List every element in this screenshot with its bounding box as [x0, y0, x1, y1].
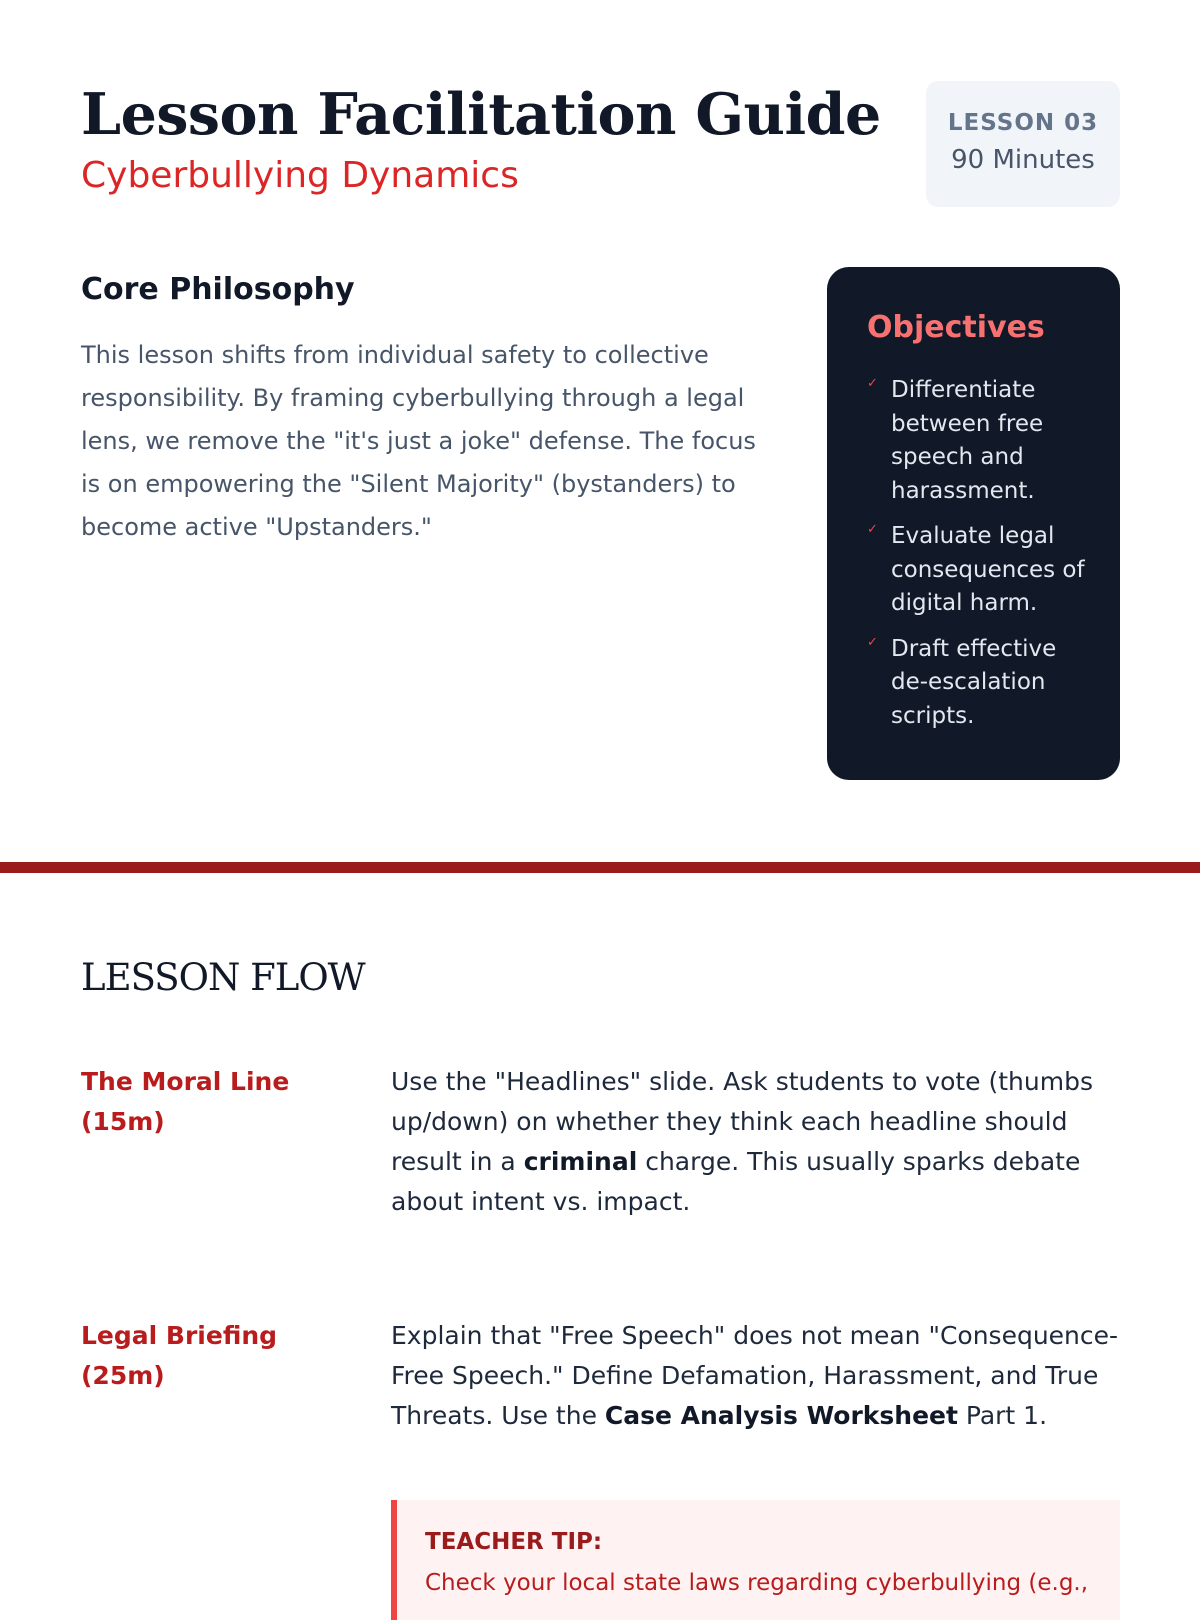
objective-item	[867, 633, 1090, 734]
check-icon: ✓	[867, 522, 878, 537]
objective-text: Differentiate between free speech and harassment.	[891, 377, 1044, 504]
objectives-list	[867, 374, 1090, 733]
core-philosophy-heading: Core Philosophy	[81, 272, 355, 307]
page-header	[81, 81, 881, 196]
page-title: Lesson Facilitation Guide	[81, 81, 881, 148]
flow-step-label: Legal Briefing (25m)	[81, 1321, 278, 1390]
objective-item	[867, 520, 1090, 621]
objectives-heading: Objectives	[867, 310, 1045, 345]
flow-step-label: The Moral Line (15m)	[81, 1067, 290, 1136]
flow-step-description: Use the "Headlines" slide. Ask students to vote (thumbs up/down) on whether they think each headline should result in a criminal charge. This usually sparks debate about intent vs. impact.	[391, 1067, 1093, 1216]
section-divider	[0, 862, 1200, 873]
core-philosophy-text: This lesson shifts from individual safety to collective responsibility. By framing cyberbullying through a legal lens, we remove the "it's just a joke" defense. The focus is on empowering the "Silent Majority" (bystanders) to become active "Upstanders."	[81, 341, 756, 541]
teacher-tip-text: Check your local state laws regarding cyberbullying (e.g.,	[425, 1570, 1089, 1596]
teacher-tip-callout	[391, 1500, 1120, 1620]
check-icon: ✓	[867, 634, 878, 650]
objective-text: Draft effective de-escalation scripts.	[891, 635, 1057, 729]
core-philosophy-section	[81, 270, 761, 549]
lesson-duration: 90 Minutes	[951, 145, 1095, 175]
teacher-tip-title: TEACHER TIP:	[425, 1529, 603, 1555]
check-icon: ✓	[867, 376, 878, 391]
flow-step-description: Explain that "Free Speech" does not mean "Consequence-Free Speech." Define Defamation, Harassment, and True Threats. Use the Case Analysis Worksheet Part 1.	[391, 1321, 1119, 1430]
objective-text: Evaluate legal consequences of digital harm.	[891, 523, 1085, 616]
objective-item	[867, 374, 1090, 508]
lesson-info-badge	[926, 81, 1120, 207]
page-subtitle: Cyberbullying Dynamics	[81, 155, 519, 196]
lesson-flow-heading: LESSON FLOW	[81, 956, 365, 999]
objectives-panel	[827, 267, 1120, 780]
lesson-number: LESSON 03	[947, 110, 1099, 136]
